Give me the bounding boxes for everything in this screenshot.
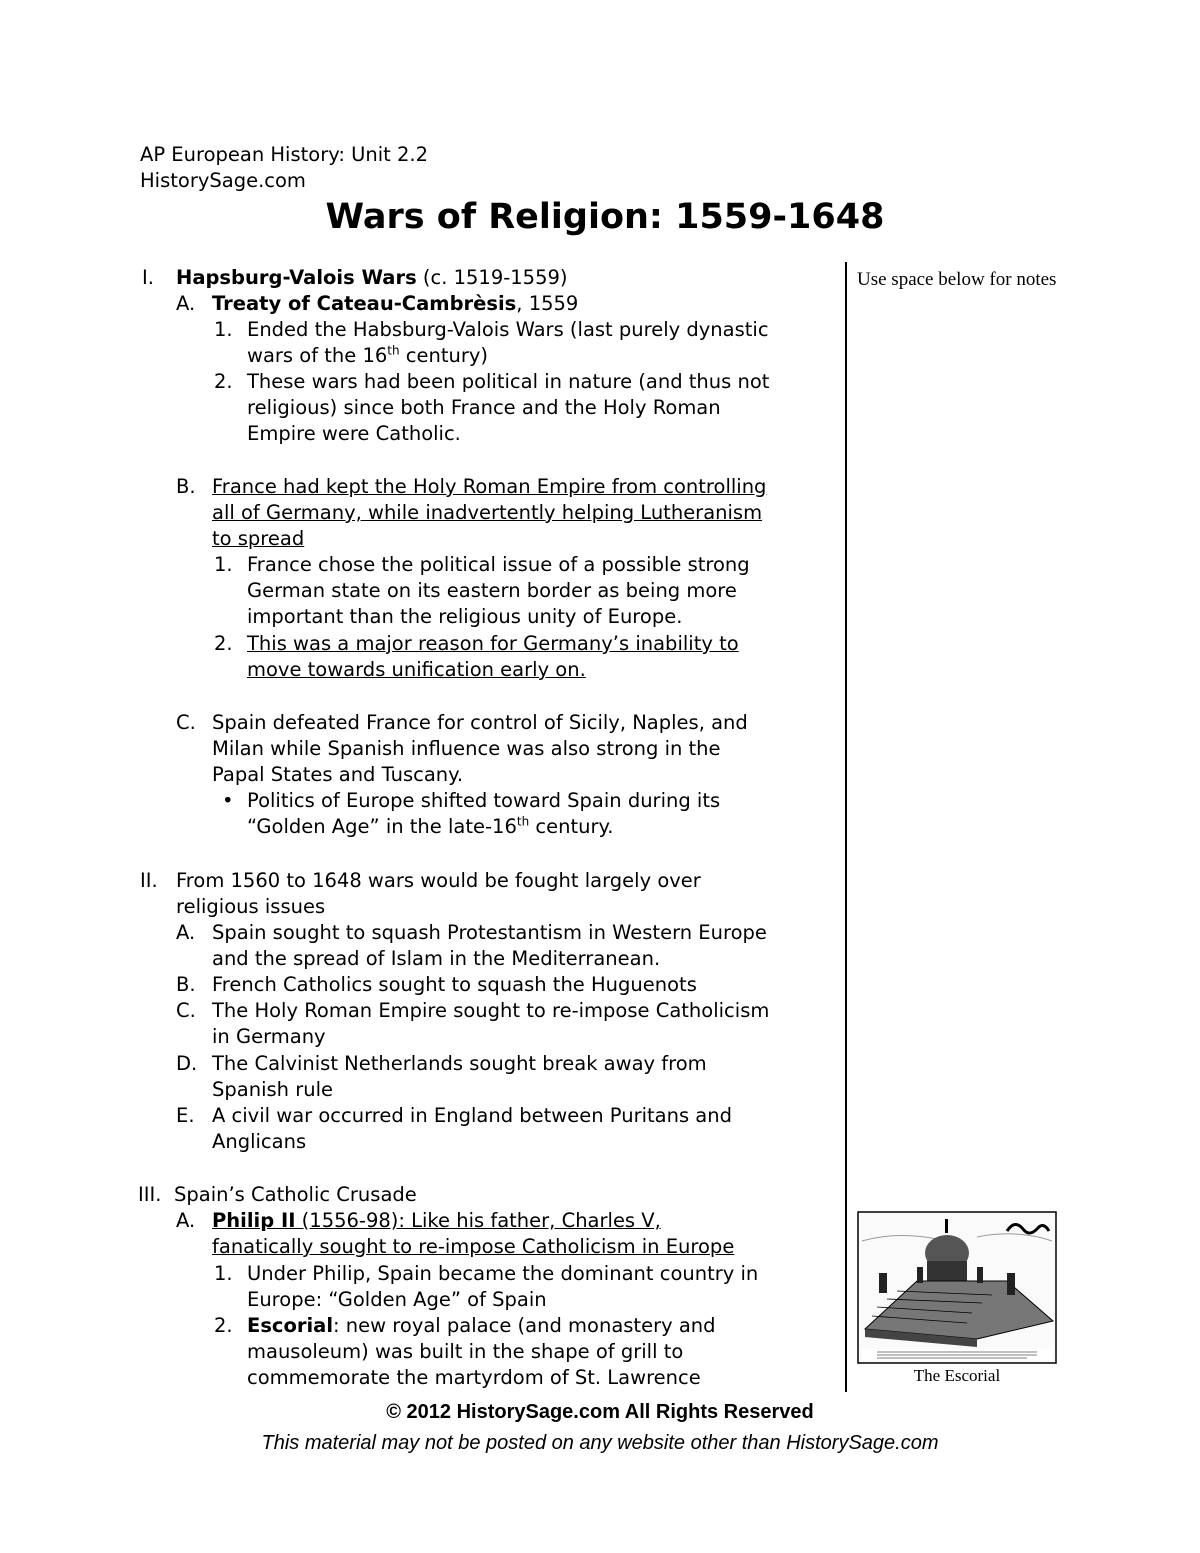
superscript: th — [516, 814, 530, 829]
item-3a-bold: Philip II — [212, 1209, 296, 1232]
usage-notice: This material may not be posted on any website other than HistorySage.com — [261, 1432, 939, 1454]
outline-marker: A. — [176, 292, 196, 315]
item-2d-line: Spanish rule — [212, 1078, 333, 1101]
outline-marker: E. — [176, 1104, 195, 1127]
notes-divider — [845, 262, 847, 1392]
item-3a2-rest: : new royal palace (and monastery and — [333, 1314, 716, 1337]
outline-marker: I. — [142, 266, 154, 289]
item-1c-line: Papal States and Tuscany. — [212, 763, 464, 786]
outline-marker: A. — [176, 921, 196, 944]
item-3a-line — [212, 1208, 661, 1234]
text-span: century) — [399, 344, 489, 367]
item-3a1-line: Europe: “Golden Age” of Spain — [247, 1288, 547, 1311]
item-1a1-line — [247, 343, 488, 369]
item-1b1-line: important than the religious unity of Europe. — [247, 605, 683, 628]
item-1c-line: Milan while Spanish influence was also strong in the — [212, 737, 721, 760]
item-2e-line: A civil war occurred in England between Puritans and — [212, 1104, 732, 1127]
outline-marker: 1. — [214, 318, 233, 341]
image-caption: The Escorial — [913, 1366, 1001, 1385]
item-2d-line: The Calvinist Netherlands sought break away from — [212, 1052, 707, 1075]
item-1c-bullet-line — [247, 814, 613, 840]
item-3a2-line: commemorate the martyrdom of St. Lawrence — [247, 1366, 701, 1389]
outline-marker: 2. — [214, 370, 233, 393]
item-1a-bold: Treaty of Cateau-Cambrèsis — [212, 292, 517, 315]
outline-marker: 2. — [214, 1314, 233, 1337]
item-1a2-line: These wars had been political in nature (and thus not — [247, 370, 770, 393]
item-1b-line: to spread — [212, 527, 305, 550]
text-span: century. — [529, 815, 614, 838]
item-3a2-line — [247, 1313, 716, 1339]
escorial-engraving-image — [857, 1211, 1057, 1364]
section-2-line: religious issues — [176, 895, 326, 918]
outline-marker: A. — [176, 1209, 196, 1232]
outline-marker: 1. — [214, 1262, 233, 1285]
item-1a — [212, 291, 578, 317]
item-1a2-line: Empire were Catholic. — [247, 422, 461, 445]
section-2-line: From 1560 to 1648 wars would be fought largely over — [176, 869, 701, 892]
item-2c-line: in Germany — [212, 1025, 326, 1048]
outline-marker: C. — [176, 711, 196, 734]
section-1-heading — [176, 265, 568, 291]
item-3a-rest: (1556-98): Like his father, Charles V, — [295, 1209, 661, 1232]
outline-marker: 2. — [214, 632, 233, 655]
outline-marker: II. — [140, 869, 158, 892]
item-1a1-line: Ended the Habsburg-Valois Wars (last purely dynastic — [247, 318, 769, 341]
text-span: “Golden Age” in the late-16 — [247, 815, 517, 838]
item-2c-line: The Holy Roman Empire sought to re-impose Catholicism — [212, 999, 770, 1022]
item-1b-line: all of Germany, while inadvertently helping Lutheranism — [212, 501, 763, 524]
outline-marker: III. — [138, 1183, 162, 1206]
bullet-marker: • — [222, 789, 234, 812]
item-1a-rest: , 1559 — [516, 292, 579, 315]
course-label: AP European History: Unit 2.2 — [140, 143, 429, 166]
item-3a1-line: Under Philip, Spain became the dominant country in — [247, 1262, 759, 1285]
item-3a-line: fanatically sought to re-impose Catholicism in Europe — [212, 1235, 735, 1258]
item-2e-line: Anglicans — [212, 1130, 307, 1153]
item-1b2-line: This was a major reason for Germany’s inability to — [247, 632, 739, 655]
item-2b-line: French Catholics sought to squash the Huguenots — [212, 973, 697, 996]
outline-marker: B. — [176, 475, 196, 498]
page-title: Wars of Religion: 1559-1648 — [325, 197, 885, 237]
outline-marker: B. — [176, 973, 196, 996]
notes-label: Use space below for notes — [857, 269, 1057, 290]
item-1b1-line: German state on its eastern border as being more — [247, 579, 737, 602]
outline-marker: D. — [176, 1052, 198, 1075]
item-3a2-line: mausoleum) was built in the shape of grill to — [247, 1340, 684, 1363]
item-2a-line: Spain sought to squash Protestantism in Western Europe — [212, 921, 767, 944]
copyright-notice: © 2012 HistorySage.com All Rights Reserved — [386, 1401, 814, 1423]
item-1a2-line: religious) since both France and the Holy Roman — [247, 396, 721, 419]
item-1c-bullet-line: Politics of Europe shifted toward Spain during its — [247, 789, 721, 812]
item-2a-line: and the spread of Islam in the Mediterranean. — [212, 947, 661, 970]
superscript: th — [387, 343, 400, 358]
item-1c-line: Spain defeated France for control of Sicily, Naples, and — [212, 711, 748, 734]
item-1b2-line: move towards unification early on. — [247, 658, 586, 681]
text-span: wars of the 16 — [247, 344, 388, 367]
outline-marker: C. — [176, 999, 196, 1022]
section-3-heading: Spain’s Catholic Crusade — [174, 1183, 417, 1206]
section-1-heading-bold: Hapsburg-Valois Wars — [176, 266, 417, 289]
item-3a2-bold: Escorial — [247, 1314, 334, 1337]
site-label: HistorySage.com — [140, 169, 306, 192]
section-1-heading-rest: (c. 1519-1559) — [416, 266, 568, 289]
outline-marker: 1. — [214, 553, 233, 576]
item-1b1-line: France chose the political issue of a possible strong — [247, 553, 750, 576]
item-1b-line: France had kept the Holy Roman Empire from controlling — [212, 475, 767, 498]
